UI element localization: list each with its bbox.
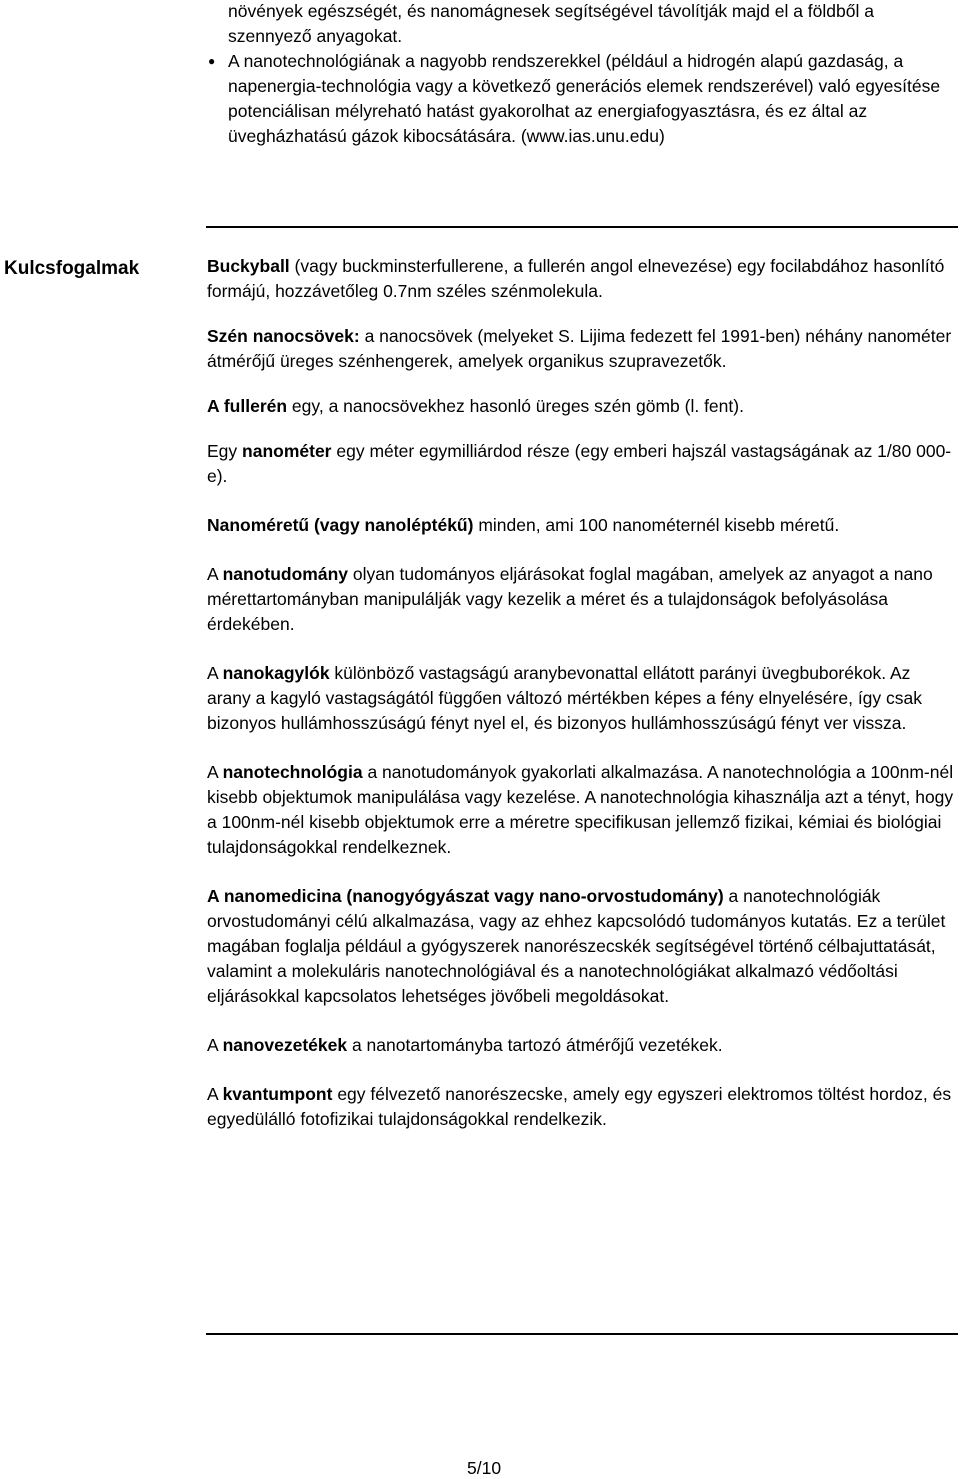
glossary-entry — [207, 513, 955, 538]
glossary-entry — [207, 884, 955, 1009]
glossary-entry — [207, 394, 955, 419]
entry-text: egy méter egymilliárdod része (egy emberi hajszál vastagságának az 1/80 000-e). — [207, 441, 952, 486]
entry-term: nanokagylók — [222, 663, 330, 683]
bullet-text: A nanotechnológiának a nagyobb rendszerekkel (például a hidrogén alapú gazdaság, a napenergia-technológia vagy a következő generációs elemek rendszerével) való egyesítése potenciálisan mélyreható hatást gyakorolhat az energiafogyasztásra, és ez által az üvegházhatású gázok kibocsátására. (www.ias.unu.edu) — [228, 51, 941, 146]
page-number: 5/10 — [467, 1458, 502, 1478]
entry-term: A nanomedicina (nanogyógyászat vagy nano-orvostudomány) — [207, 886, 724, 906]
glossary-entry — [207, 1082, 955, 1132]
entry-prefix: A — [207, 762, 223, 782]
bullet-dot-icon: ● — [208, 54, 216, 68]
entry-term: Buckyball — [207, 256, 290, 276]
glossary-list — [207, 254, 955, 1132]
glossary-entry — [207, 1033, 955, 1058]
entry-text: a nanotudományok gyakorlati alkalmazása. A nanotechnológia a 100nm-nél kisebb objektumok manipulálása vagy kezelése. A nanotechnológia kihasználja azt a tényt, hogy a 100nm-nél kisebb objektumok erre a méretre specifikusan jellemző fizikai, kémiai és biológiai tulajdonságokkal rendelkeznek. — [207, 762, 954, 857]
entry-prefix: A — [207, 1035, 223, 1055]
bullet-item — [208, 49, 953, 149]
glossary-entry — [207, 760, 955, 860]
section-heading: Kulcsfogalmak — [4, 258, 140, 279]
entry-term: Nanoméretű (vagy nanoléptékű) — [207, 515, 474, 535]
divider-bottom — [206, 1333, 958, 1335]
entry-text: különböző vastagságú aranybevonattal ellátott parányi üvegbuborékok. Az arany a kagyló vastagságától függően változó mértékben képes a fény elnyelésére, így csak bizonyos hullámhosszúságú fényt nyel el, és bizonyos hullámhosszúságú fényt ver vissza. — [207, 663, 923, 733]
intro-paragraph: növények egészségét, és nanomágnesek segítségével távolítják majd el a földből a szennyező anyagokat. — [228, 1, 874, 46]
entry-prefix: Egy — [207, 441, 243, 461]
divider-top — [206, 226, 958, 228]
entry-term: nanotechnológia — [222, 762, 363, 782]
glossary-entry — [207, 254, 955, 304]
entry-text: minden, ami 100 nanométernél kisebb méretű. — [473, 515, 840, 535]
glossary-entry — [207, 661, 955, 736]
entry-prefix: A — [207, 1084, 223, 1104]
entry-text: a nanotechnológiák orvostudományi célú alkalmazása, vagy az ehhez kapcsolódó tudományos kutatás. Ez a terület magában foglalja például a gyógyszerek nanorészecskék segítségével történő célbajuttatását, valamint a molekuláris nanotechnológiával és a nanotechnológiákat alkalmazó védőoltási eljárásokkal kapcsolatos lehetséges jövőbeli megoldásokat. — [207, 886, 946, 1006]
entry-prefix: A — [207, 663, 223, 683]
entry-term: nanométer — [242, 441, 332, 461]
entry-term: kvantumpont — [222, 1084, 333, 1104]
entry-text: olyan tudományos eljárásokat foglal magában, amelyek az anyagot a nano mérettartományban manipulálják vagy kezelik a méret és a tulajdonságok befolyásolása érdekében. — [207, 564, 933, 634]
entry-prefix: A — [207, 564, 223, 584]
entry-text: egy félvezető nanorészecske, amely egy egyszeri elektromos töltést hordoz, és egyedülálló fotofizikai tulajdonságokkal rendelkezik. — [207, 1084, 952, 1129]
glossary-entry — [207, 439, 955, 489]
intro-section — [208, 0, 953, 149]
glossary-entry — [207, 562, 955, 637]
entry-text: egy, a nanocsövekhez hasonló üreges szén gömb (l. fent). — [287, 396, 744, 416]
entry-term: nanovezetékek — [222, 1035, 348, 1055]
entry-text: a nanocsövek (melyeket S. Lijima fedezett fel 1991-ben) néhány nanométer átmérőjű üreges szénhengerek, amelyek organikus szupravezetők. — [207, 326, 952, 371]
entry-term: Szén nanocsövek: — [207, 326, 360, 346]
entry-term: A fullerén — [207, 396, 288, 416]
entry-text: (vagy buckminsterfullerene, a fullerén angol elnevezése) egy focilabdához hasonlító formájú, hozzávetőleg 0.7nm széles szénmolekula. — [207, 256, 945, 301]
glossary-entry — [207, 324, 955, 374]
entry-term: nanotudomány — [222, 564, 348, 584]
entry-text: a nanotartományba tartozó átmérőjű vezetékek. — [347, 1035, 723, 1055]
